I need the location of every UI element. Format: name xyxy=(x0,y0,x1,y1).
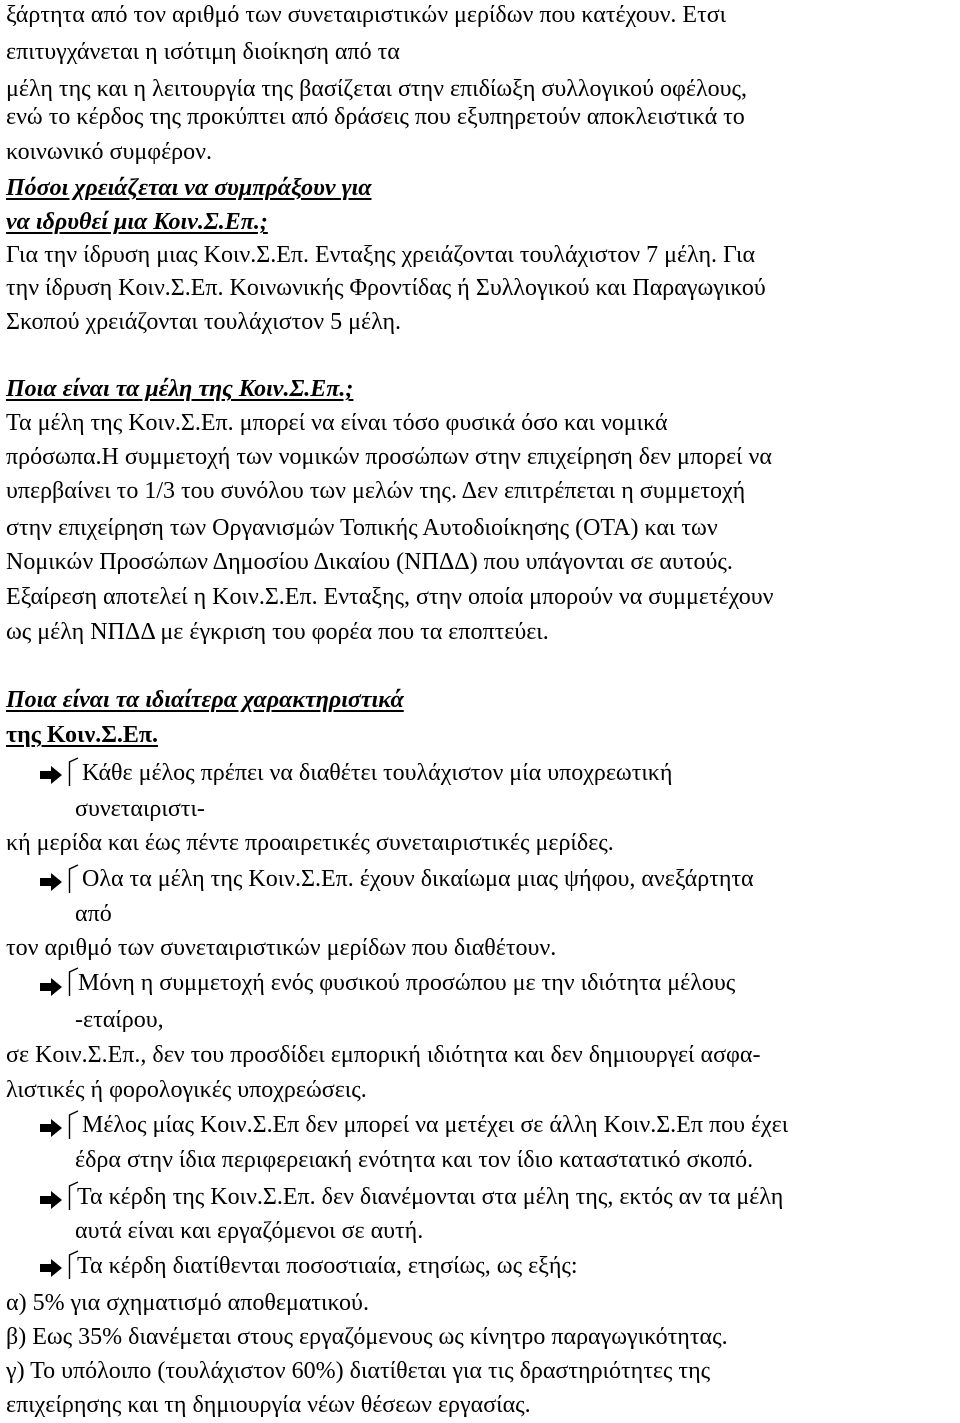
bullet-line: Μέλος μίας Κοιν.Σ.Επ δεν μπορεί να μετέχει σε άλλη Κοιν.Σ.Επ που έχει xyxy=(82,1112,789,1138)
paragraph-line: Νομικών Προσώπων Δημοσίου Δικαίου (ΝΠΔΔ) που υπάγονται σε αυτούς. xyxy=(6,549,733,575)
list-item: γ) Το υπόλοιπο (τουλάχιστον 60%) διατίθεται για τις δραστηριότητες της xyxy=(6,1358,711,1384)
list-item: β) Εως 35% διανέμεται στους εργαζόμενους ως κίνητρο παραγωγικότητας. xyxy=(6,1324,728,1350)
bullet-line: από xyxy=(75,901,112,927)
paragraph-line: ως μέλη ΝΠΔΔ με έγκριση του φορέα που τα εποπτεύει. xyxy=(6,619,549,645)
bullet-marker-icon xyxy=(68,1110,79,1140)
arrow-right-icon xyxy=(38,976,64,998)
paragraph-line: επιτυγχάνεται η ισότιμη διοίκηση από τα xyxy=(6,39,400,65)
section-heading: να ιδρυθεί μια Κοιν.Σ.Επ.; xyxy=(6,209,268,235)
paragraph-line: Για την ίδρυση μιας Κοιν.Σ.Επ. Ενταξης χρειάζονται τουλάχιστον 7 μέλη. Για xyxy=(6,242,756,268)
arrow-right-icon xyxy=(38,871,64,893)
paragraph-line: την ίδρυση Κοιν.Σ.Επ. Κοινωνικής Φροντίδας ή Συλλογικού και Παραγωγικού xyxy=(6,275,766,301)
bullet-line: Μόνη η συμμετοχή ενός φυσικού προσώπου με την ιδιότητα μέλους xyxy=(78,970,736,996)
arrow-right-icon xyxy=(38,1117,64,1139)
bullet-line: κή μερίδα και έως πέντε προαιρετικές συνεταιριστικές μερίδες. xyxy=(6,830,614,856)
arrow-right-icon xyxy=(38,1189,64,1211)
list-item: επιχείρησης και τη δημιουργία νέων θέσεων εργασίας. xyxy=(6,1392,531,1418)
bullet-line: λιστικές ή φορολογικές υποχρεώσεις. xyxy=(6,1077,367,1103)
bullet-marker-icon xyxy=(68,757,79,787)
section-heading: της Κοιν.Σ.Επ. xyxy=(6,722,159,748)
bullet-line: σε Κοιν.Σ.Επ., δεν του προσδίδει εμπορική ιδιότητα και δεν δημιουργεί ασφα- xyxy=(6,1042,761,1068)
paragraph-line: Εξαίρεση αποτελεί η Κοιν.Σ.Επ. Ενταξης, στην οποία μπορούν να συμμετέχουν xyxy=(6,584,774,610)
paragraph-line: ενώ το κέρδος της προκύπτει από δράσεις που εξυπηρετούν αποκλειστικά το xyxy=(6,104,745,130)
arrow-right-icon xyxy=(38,1257,64,1279)
bullet-line: έδρα στην ίδια περιφερειακή ενότητα και τον ίδιο καταστατικό σκοπό. xyxy=(75,1147,754,1173)
paragraph-line: ξάρτητα από τον αριθμό των συνεταιριστικών μερίδων που κατέχουν. Ετσι xyxy=(6,2,727,28)
bullet-line: τον αριθμό των συνεταιριστικών μερίδων που διαθέτουν. xyxy=(6,935,557,961)
bullet-line: Κάθε μέλος πρέπει να διαθέτει τουλάχιστον μία υποχρεωτική xyxy=(82,760,673,786)
paragraph-line: στην επιχείρηση των Οργανισμών Τοπικής Αυτοδιοίκησης (ΟΤΑ) και των xyxy=(6,515,718,541)
section-heading: Ποια είναι τα μέλη της Κοιν.Σ.Επ.; xyxy=(6,376,354,402)
paragraph-line: υπερβαίνει το 1/3 του συνόλου των μελών της. Δεν επιτρέπεται η συμμετοχή xyxy=(6,478,746,504)
paragraph-line: μέλη της και η λειτουργία της βασίζεται στην επιδίωξη συλλογικού οφέλους, xyxy=(6,76,747,102)
bullet-line: αυτά είναι και εργαζόμενοι σε αυτή. xyxy=(75,1218,424,1244)
section-heading: Πόσοι χρειάζεται να συμπράξουν για xyxy=(6,175,372,201)
bullet-line: -εταίρου, xyxy=(75,1007,164,1033)
paragraph-line: κοινωνικό συμφέρον. xyxy=(6,139,212,165)
bullet-line: Τα κέρδη της Κοιν.Σ.Επ. δεν διανέμονται στα μέλη της, εκτός αν τα μέλη xyxy=(77,1184,784,1210)
list-item: α) 5% για σχηματισμό αποθεματικού. xyxy=(6,1290,369,1316)
bullet-line: Τα κέρδη διατίθενται ποσοστιαία, ετησίως, ως εξής: xyxy=(77,1253,578,1279)
arrow-right-icon xyxy=(38,764,64,786)
section-heading: Ποια είναι τα ιδιαίτερα χαρακτηριστικά xyxy=(6,687,404,713)
bullet-line: συνεταιριστι- xyxy=(75,796,205,822)
paragraph-line: Τα μέλη της Κοιν.Σ.Επ. μπορεί να είναι τόσο φυσικά όσο και νομικά xyxy=(6,410,668,436)
paragraph-line: Σκοπού χρειάζονται τουλάχιστον 5 μέλη. xyxy=(6,309,402,335)
paragraph-line: πρόσωπα.Η συμμετοχή των νομικών προσώπων στην επιχείρηση δεν μπορεί να xyxy=(6,444,772,470)
bullet-marker-icon xyxy=(68,864,79,894)
bullet-line: Ολα τα μέλη της Κοιν.Σ.Επ. έχουν δικαίωμα μιας ψήφου, ανεξάρτητα xyxy=(82,866,754,892)
